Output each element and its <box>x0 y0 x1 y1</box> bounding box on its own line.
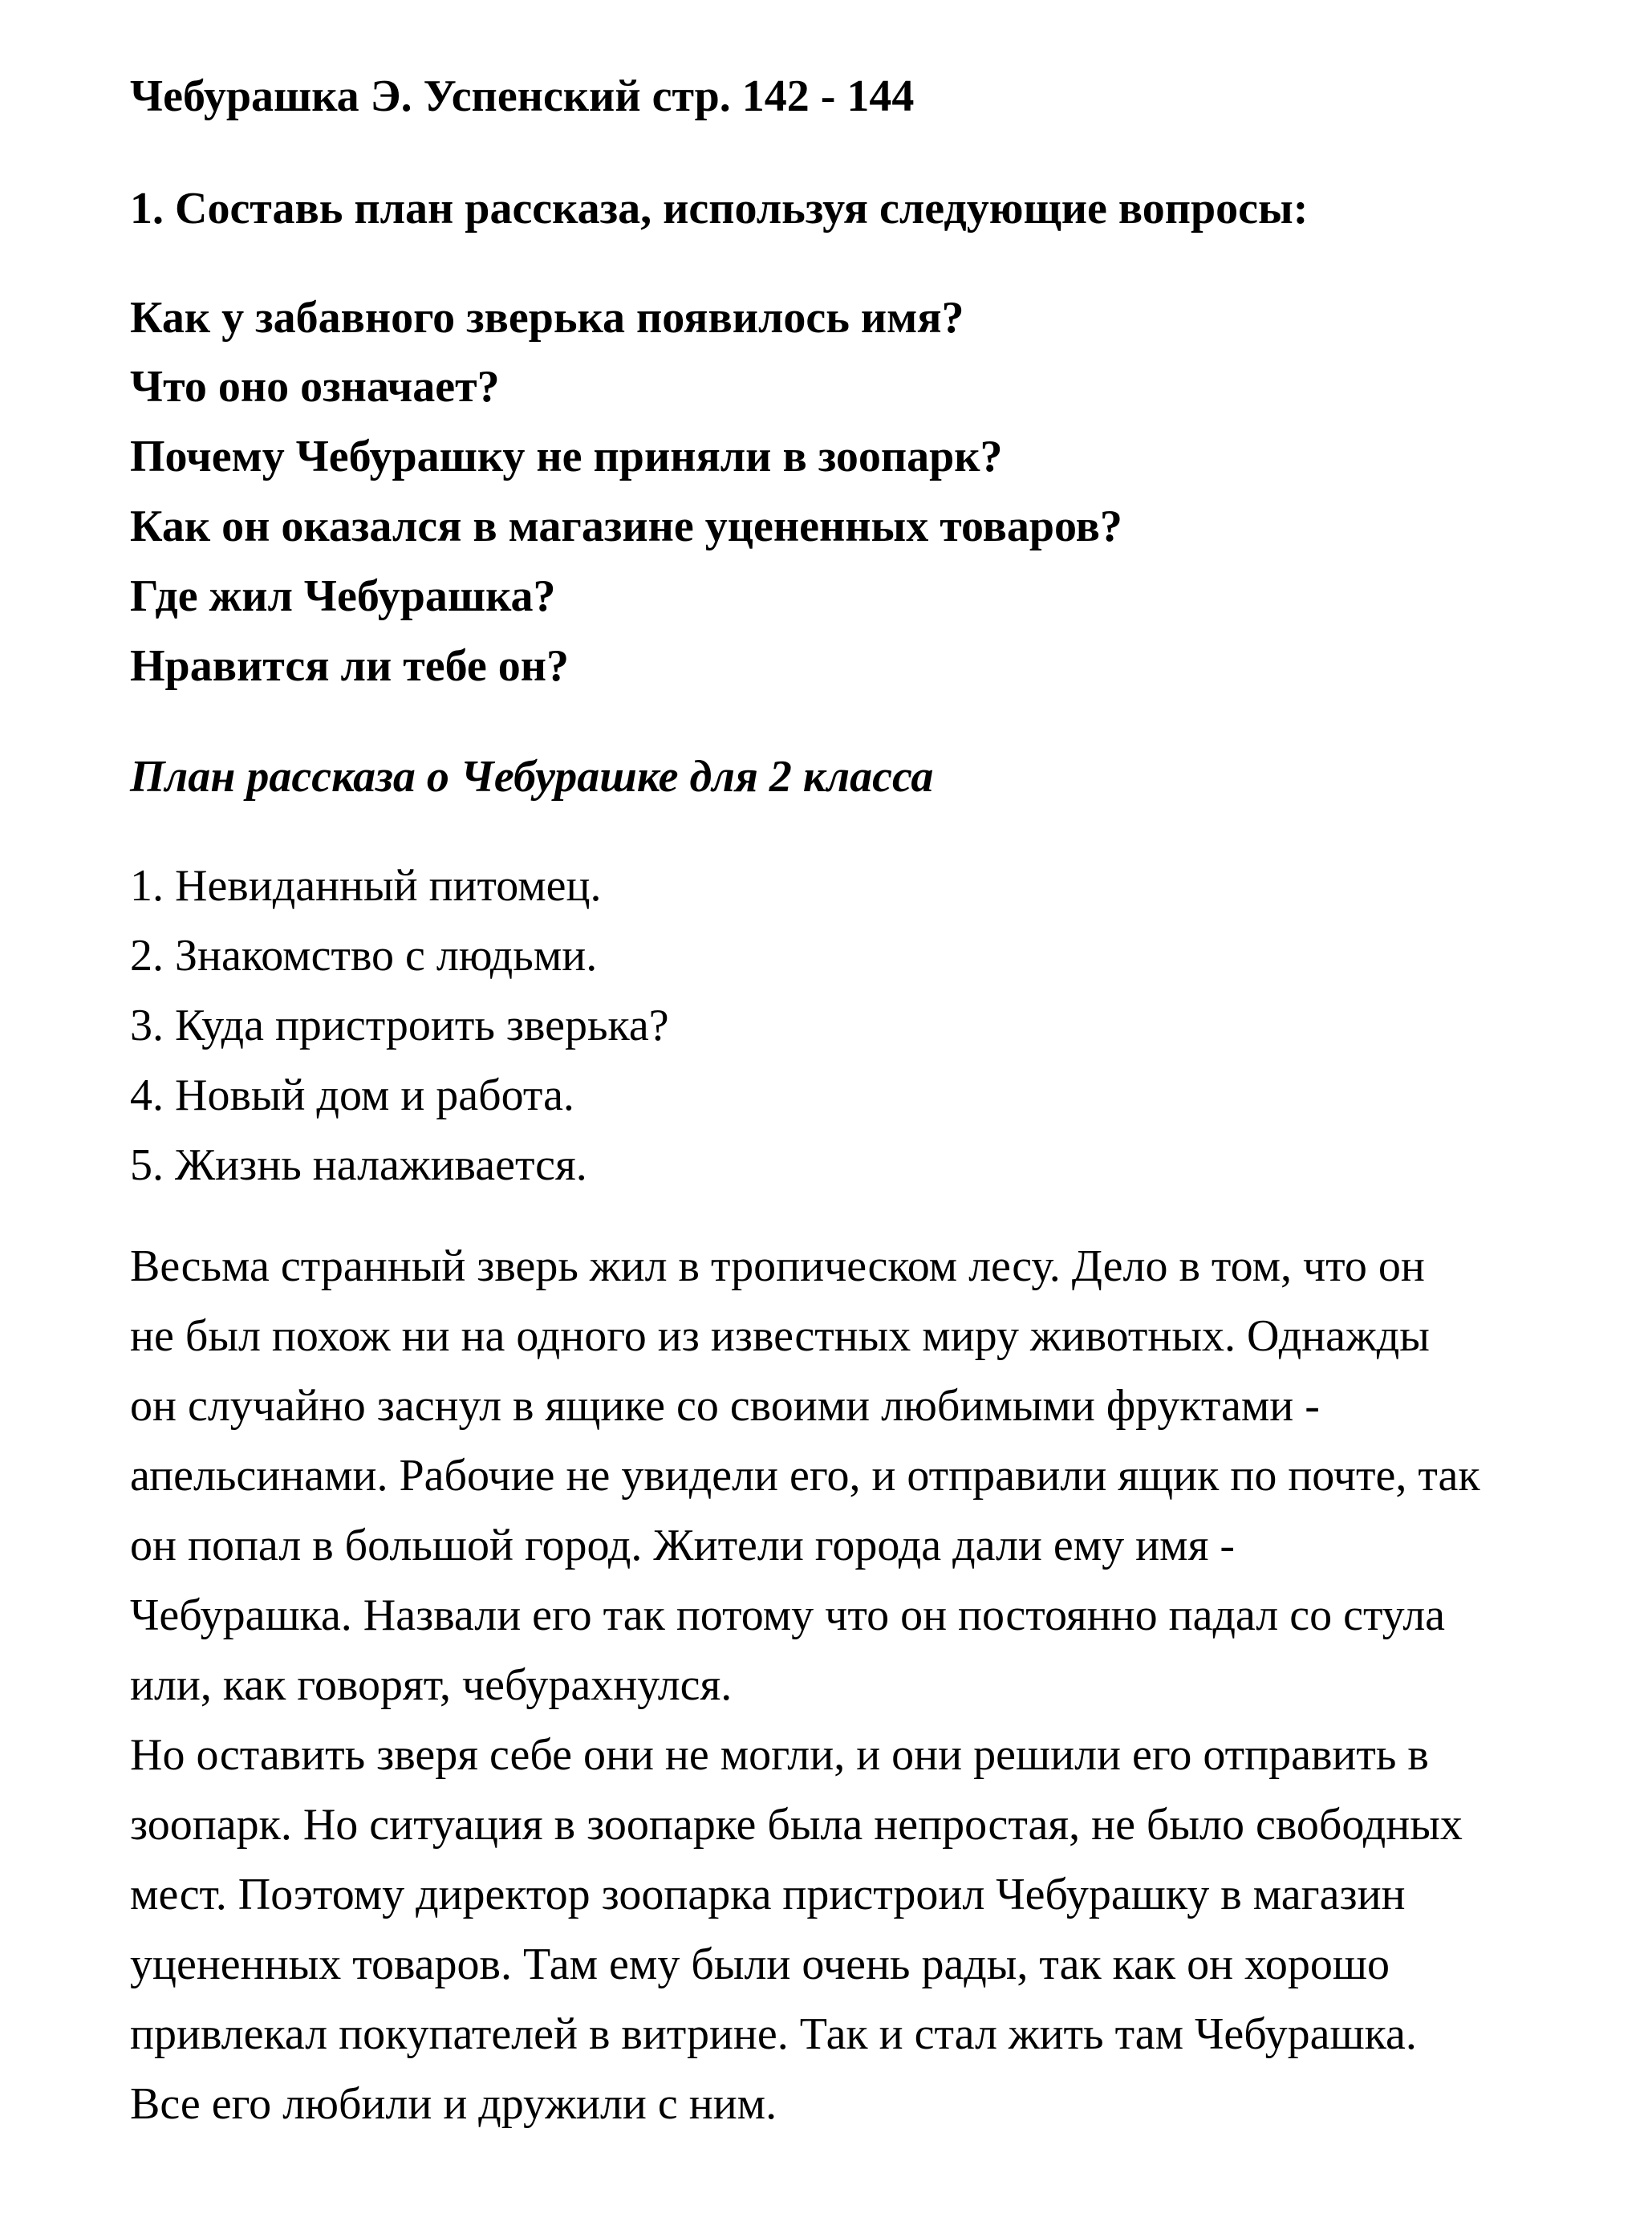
plan-item: 2. Знакомство с людьми. <box>130 931 598 981</box>
question-item: Как у забавного зверька появилось имя? <box>130 293 964 343</box>
plan-item: 3. Куда пристроить зверька? <box>130 1001 669 1050</box>
story-paragraph: Весьма странный зверь жил в тропическом лесу. Дело в том, что он не был похож ни на одного из известных миру животных. Однажды он случайно заснул в ящике со своими любимыми фруктами - апельсинами. Рабочие не увидели его, и отправили ящик по почте, так он попал в большой город. Жители города дали ему имя - Чебурашка. Назвали его так потому что он постоянно падал со стула или, как говорят, чебурахнулся. <box>130 1241 1480 1710</box>
story-paragraph: Но оставить зверя себе они не могли, и они решили его отправить в зоопарк. Но ситуация в зоопарке была непростая, не было свободных мест. Поэтому директор зоопарка пристроил Чебурашку в магазин уцененных товаров. Там ему были очень рады, так как он хорошо привлекал покупателей в витрине. Так и стал жить там Чебурашка. Все его любили и дружили с ним. <box>130 1730 1463 2129</box>
plan-item: 1. Невиданный питомец. <box>130 861 602 911</box>
task-text: 1. Составь план рассказа, используя следующие вопросы: <box>130 184 1309 234</box>
page-title: Чебурашка Э. Успенский стр. 142 - 144 <box>130 71 915 121</box>
question-item: Где жил Чебурашка? <box>130 571 556 621</box>
question-item: Что оно означает? <box>130 362 500 412</box>
plan-item: 5. Жизнь налаживается. <box>130 1140 587 1190</box>
question-item: Как он оказался в магазине уцененных товаров? <box>130 502 1122 551</box>
plan-item: 4. Новый дом и работа. <box>130 1070 574 1120</box>
story-text <box>130 1232 1542 2139</box>
plan-heading: План рассказа о Чебурашке для 2 класса <box>130 752 934 802</box>
question-item: Почему Чебурашку не приняли в зоопарк? <box>130 432 1003 481</box>
question-item: Нравится ли тебе он? <box>130 641 569 691</box>
